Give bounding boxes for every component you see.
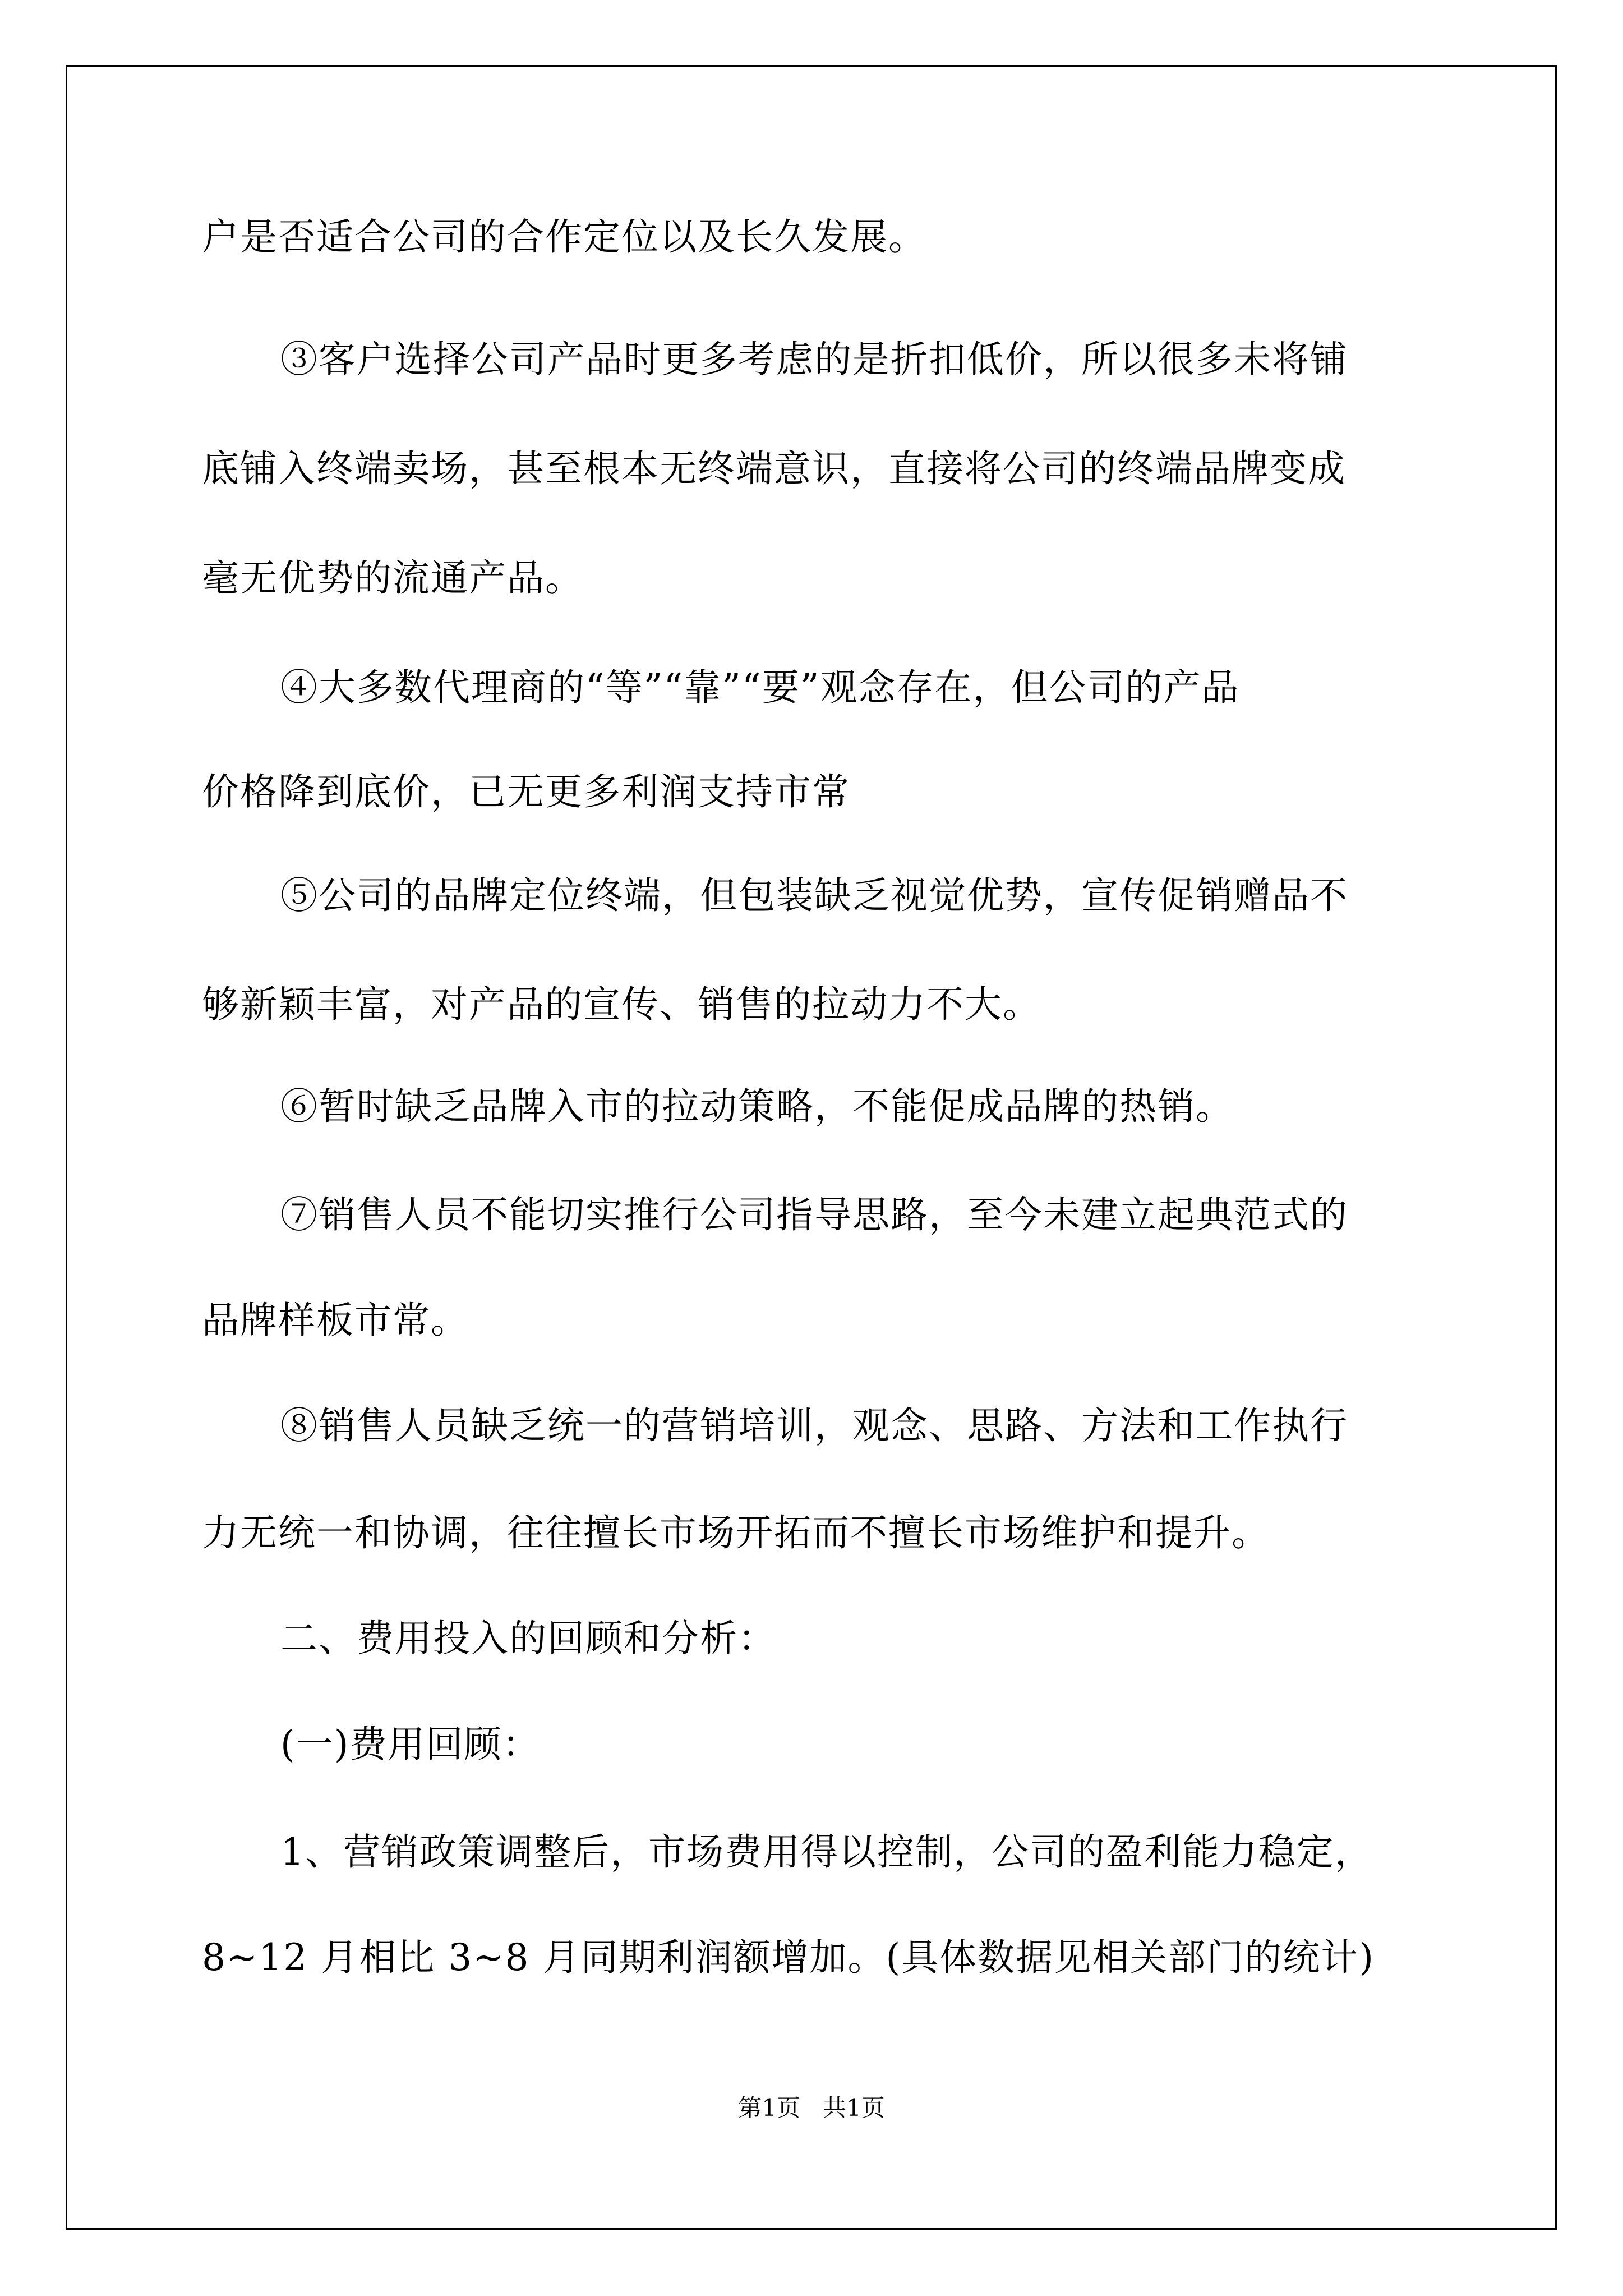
text-line: 户是否适合公司的合作定位以及长久发展。 (202, 215, 926, 259)
text-line: 价格降到底价，已无更多利润支持市常 (202, 770, 850, 813)
text-line: ⑥暂时缺乏品牌入市的拉动策略，不能促成品牌的热销。 (280, 1085, 1234, 1128)
page-footer (0, 2091, 1623, 2125)
text-line: 底铺入终端卖场，甚至根本无终端意识，直接将公司的终端品牌变成 (202, 447, 1346, 490)
text-line: 8~12 月相比 3~8 月同期利润额增加。(具体数据见相关部门的统计) (202, 1936, 1375, 1979)
section-heading: 二、费用投入的回顾和分析： (280, 1617, 776, 1660)
text-line: ⑦销售人员不能切实推行公司指导思路，至今未建立起典范式的 (280, 1193, 1348, 1236)
text-line: ④大多数代理商的“等”“靠”“要”观念存在，但公司的产品 (280, 666, 1240, 709)
text-line: 毫无优势的流通产品。 (202, 556, 583, 600)
text-line: 1、营销政策调整后，市场费用得以控制，公司的盈利能力稳定， (280, 1830, 1373, 1874)
text-line: 力无统一和协调，往往擅长市场开拓而不擅长市场维护和提升。 (202, 1511, 1270, 1554)
text-line: 品牌样板市常。 (202, 1299, 469, 1342)
subsection-heading: (一)费用回顾： (280, 1723, 541, 1766)
text-line: ⑤公司的品牌定位终端，但包装缺乏视觉优势，宣传促销赠品不 (280, 874, 1348, 917)
page-total: 共1页 (823, 2094, 885, 2122)
text-line: ③客户选择公司产品时更多考虑的是折扣低价，所以很多未将铺 (280, 338, 1348, 381)
text-line: 够新颖丰富，对产品的宣传、销售的拉动力不大。 (202, 983, 1041, 1026)
page-border (66, 65, 1557, 2230)
page-number: 第1页 (738, 2094, 800, 2122)
text-line: ⑧销售人员缺乏统一的营销培训，观念、思路、方法和工作执行 (280, 1404, 1348, 1447)
